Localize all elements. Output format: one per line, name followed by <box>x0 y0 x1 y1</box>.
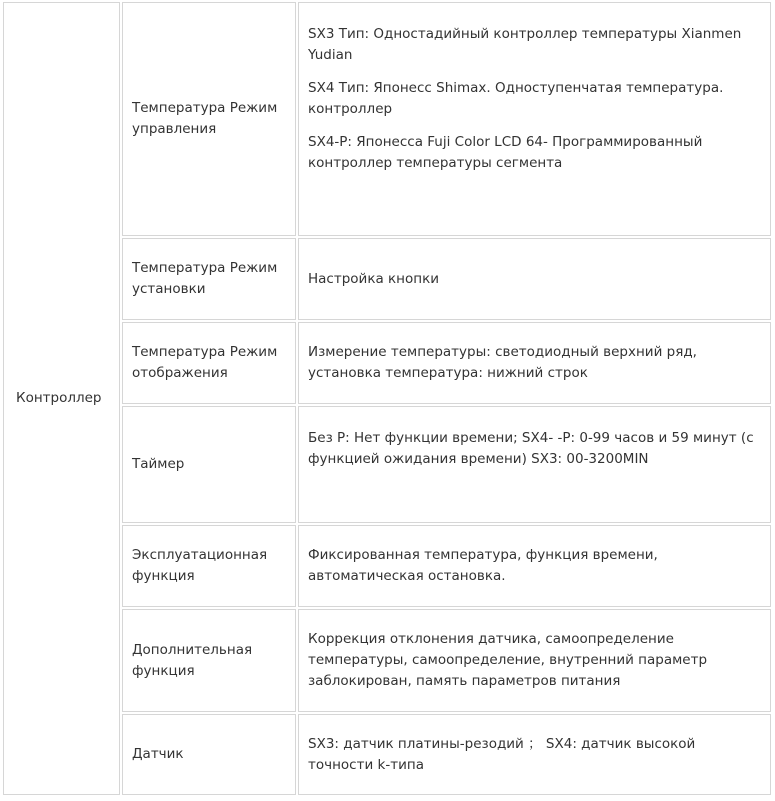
param-cell <box>122 406 296 523</box>
param-label: Температура Режим управления <box>132 100 278 137</box>
param-cell <box>122 609 296 712</box>
param-label: Таймер <box>132 456 185 472</box>
param-label: Температура Режим отображения <box>132 344 278 381</box>
param-label: Датчик <box>132 746 184 762</box>
section-label: Контроллер <box>16 390 102 406</box>
param-cell <box>122 525 296 607</box>
spec-table <box>1 0 773 797</box>
value-text: Измерение температуры: светодиодный верхний ряд, установка температура: нижний строк <box>308 344 697 381</box>
value-cell <box>298 714 771 795</box>
value-text: SX3 Тип: Одностадийный контроллер температуры Xianmen Yudian <box>308 26 742 63</box>
param-label: Температура Режим установки <box>132 260 278 297</box>
value-text: Фиксированная температура, функция времени, автоматическая остановка. <box>308 547 658 584</box>
param-cell <box>122 238 296 320</box>
table-row <box>3 2 771 236</box>
param-cell <box>122 322 296 404</box>
value-text: SX3: датчик платины-резодий ； SX4: датчик высокой точности k-типа <box>308 735 696 773</box>
value-text: SX4 Тип: Японесс Shimax. Одноступенчатая температура. контроллер <box>308 80 724 117</box>
param-label: Эксплуатационная функция <box>132 547 268 584</box>
param-label: Дополнительная функция <box>132 641 253 679</box>
value-cell <box>298 238 771 320</box>
param-cell <box>122 714 296 795</box>
value-cell <box>298 609 771 712</box>
value-cell <box>298 525 771 607</box>
param-cell <box>122 2 296 236</box>
section-label-cell <box>3 2 120 795</box>
value-text: SX4-P: Японесса Fuji Color LCD 64- Программированный контроллер температуры сегмента <box>308 134 703 171</box>
value-text: Настройка кнопки <box>308 270 440 287</box>
value-text: Без P: Нет функции времени; SX4- -P: 0-99 часов и 59 минут (с функцией ожидания времени) SX3: 00-3200MIN <box>308 430 754 467</box>
value-cell <box>298 322 771 404</box>
value-cell <box>298 406 771 523</box>
value-cell <box>298 2 771 236</box>
value-text: Коррекция отклонения датчика, самоопределение температуры, самоопределение, внутренний параметр заблокирован, память параметров питания <box>308 631 708 689</box>
